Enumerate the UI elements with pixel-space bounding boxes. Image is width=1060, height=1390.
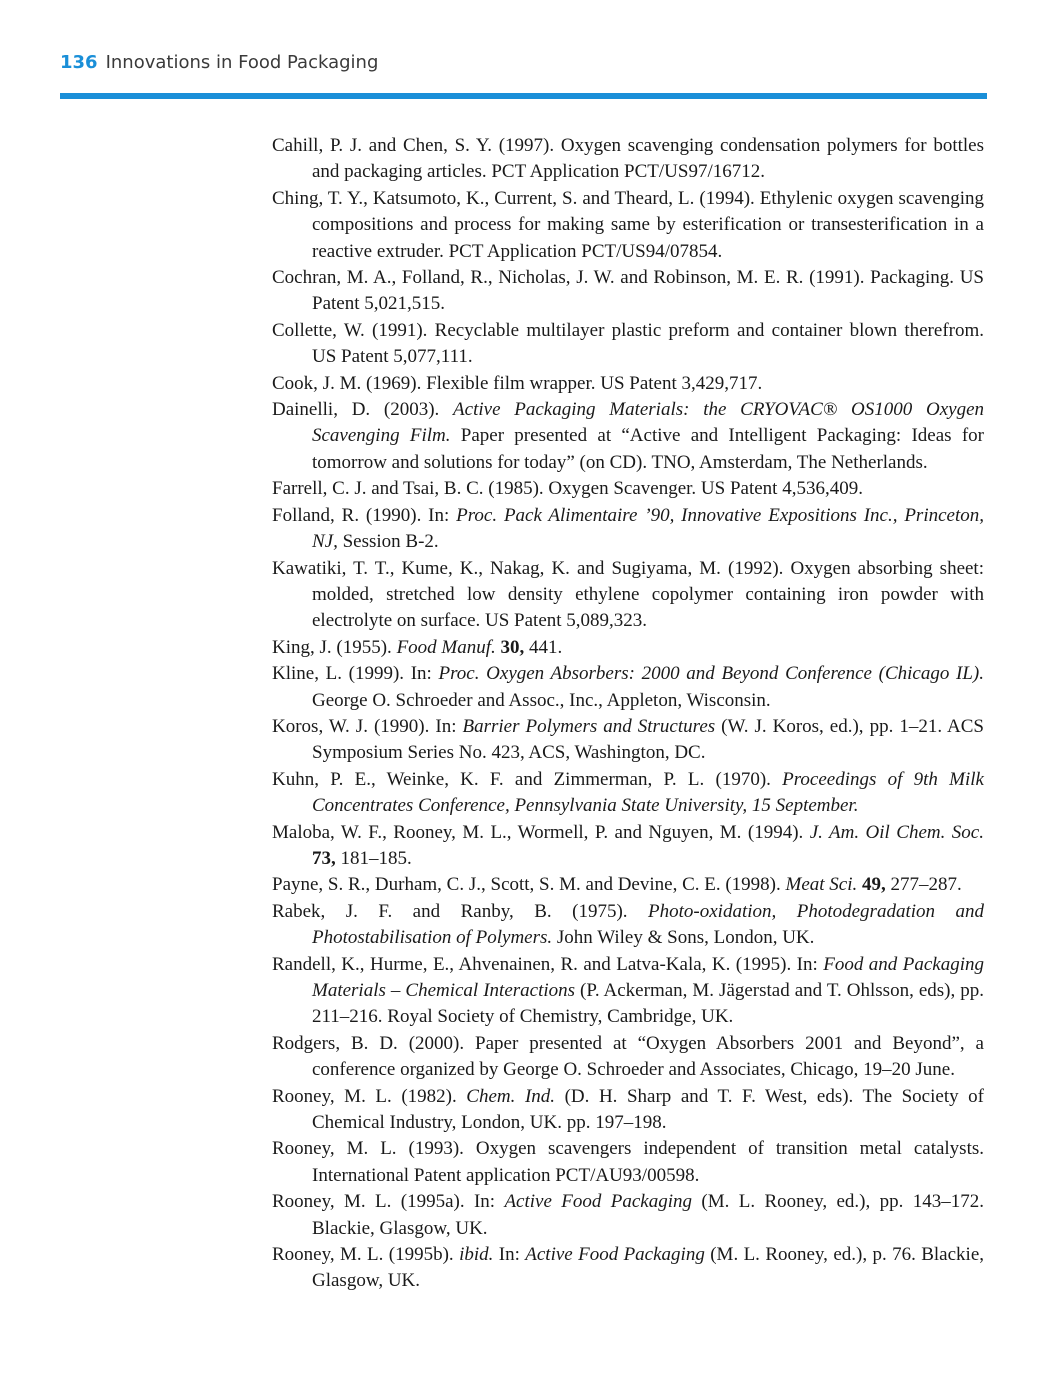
reference-volume: 49,	[857, 874, 886, 896]
reference-text: George O. Schroeder and Assoc., Inc., Appleton, Wisconsin.	[312, 689, 771, 711]
reference-entry	[272, 714, 984, 767]
reference-entry	[272, 397, 984, 476]
reference-text: Paper presented at “Active and Intelligent Packaging: Ideas for tomorrow and solutions for today” (on CD). TNO, Amsterdam, The Netherlands.	[312, 425, 984, 473]
running-header	[60, 52, 378, 73]
reference-title: Meat Sci.	[785, 874, 858, 896]
reference-text: Rooney, M. L. (1995b).	[272, 1244, 460, 1266]
reference-entry	[272, 1189, 984, 1242]
reference-text: Rodgers, B. D. (2000). Paper presented at “Oxygen Absorbers 2001 and Beyond”, a conference organized by George O. Schroeder and Associates, Chicago, 19–20 June.	[272, 1032, 984, 1081]
reference-entry	[272, 635, 984, 661]
reference-title: Food Manuf.	[396, 636, 496, 658]
reference-text: Rabek, J. F. and Ranby, B. (1975).	[272, 900, 649, 922]
reference-text: 181–185.	[335, 847, 412, 869]
reference-title: Food and Packaging Materials – Chemical Interactions	[312, 953, 985, 1001]
reference-text: In:	[493, 1244, 526, 1266]
reference-text: 277–287.	[885, 874, 962, 896]
reference-text: Rooney, M. L. (1995a). In:	[272, 1191, 505, 1213]
reference-entry	[272, 503, 984, 556]
reference-text: (P. Ackerman, M. Jägerstad and T. Ohlsson, eds), pp. 211–216. Royal Society of Chemistry, Cambridge, UK.	[312, 980, 984, 1028]
reference-text: King, J. (1955).	[272, 636, 397, 658]
reference-entry	[272, 1084, 984, 1137]
reference-entry	[272, 1136, 984, 1189]
reference-entry	[272, 661, 984, 714]
reference-text: Folland, R. (1990). In:	[272, 504, 457, 526]
reference-title: Photo-oxidation, Photodegradation and Photostabilisation of Polymers.	[312, 900, 984, 949]
reference-text: Cochran, M. A., Folland, R., Nicholas, J. W. and Robinson, M. E. R. (1991). Packaging. US Patent 5,021,515.	[272, 267, 984, 315]
reference-entry	[272, 265, 984, 318]
reference-entry	[272, 186, 984, 265]
reference-entry	[272, 767, 984, 820]
reference-text: John Wiley & Sons, London, UK.	[552, 927, 815, 949]
reference-text: Payne, S. R., Durham, C. J., Scott, S. M. and Devine, C. E. (1998).	[272, 874, 786, 896]
reference-text: Randell, K., Hurme, E., Ahvenainen, R. and Latva-Kala, K. (1995). In:	[272, 953, 824, 975]
reference-text: (M. L. Rooney, ed.), pp. 143–172. Blackie, Glasgow, UK.	[312, 1191, 984, 1239]
page-number: 136	[60, 52, 98, 73]
reference-text: Dainelli, D. (2003).	[272, 399, 454, 421]
reference-title: Proc. Oxygen Absorbers: 2000 and Beyond Conference (Chicago IL).	[438, 663, 984, 685]
reference-entry	[272, 1242, 984, 1295]
reference-volume: 73,	[312, 847, 336, 869]
reference-entry	[272, 476, 984, 502]
reference-title: Barrier Polymers and Structures	[462, 715, 716, 737]
reference-text: Rooney, M. L. (1982).	[272, 1085, 467, 1107]
reference-text: Farrell, C. J. and Tsai, B. C. (1985). Oxygen Scavenger. US Patent 4,536,409.	[272, 478, 863, 500]
reference-entry	[272, 133, 984, 186]
reference-entry	[272, 899, 984, 952]
reference-title: Proc. Pack Alimentaire ’90, Innovative Expositions Inc., Princeton, NJ,	[312, 504, 984, 553]
reference-entry	[272, 556, 984, 635]
reference-text: Cahill, P. J. and Chen, S. Y. (1997). Oxygen scavenging condensation polymers for bottles and packaging articles. PCT Application PCT/US97/16712.	[272, 135, 984, 183]
reference-entry	[272, 820, 984, 873]
reference-title: J. Am. Oil Chem. Soc.	[809, 821, 984, 843]
reference-text: Kawatiki, T. T., Kume, K., Nakag, K. and Sugiyama, M. (1992). Oxygen absorbing sheet: molded, stretched low density ethylene copolymer containing iron powder with electrolyte on surface. US Patent 5,089,323.	[272, 557, 984, 632]
header-rule	[60, 93, 987, 99]
reference-text: Maloba, W. F., Rooney, M. L., Wormell, P. and Nguyen, M. (1994).	[272, 821, 810, 843]
reference-entry	[272, 318, 984, 371]
reference-text: Collette, W. (1991). Recyclable multilayer plastic preform and container blown therefrom. US Patent 5,077,111.	[272, 319, 984, 368]
reference-text: Kline, L. (1999). In:	[272, 663, 439, 685]
reference-text: Cook, J. M. (1969). Flexible film wrapper. US Patent 3,429,717.	[272, 372, 763, 394]
reference-text: Kuhn, P. E., Weinke, K. F. and Zimmerman, P. L. (1970).	[272, 768, 783, 790]
reference-entry	[272, 952, 984, 1031]
reference-text: Session B-2.	[337, 531, 439, 553]
reference-title: Active Packaging Materials: the CRYOVAC® OS1000 Oxygen Scavenging Film.	[312, 399, 984, 447]
reference-title: Proceedings of 9th Milk Concentrates Conference, Pennsylvania State University, 15 September.	[312, 768, 984, 817]
reference-entry	[272, 872, 984, 898]
reference-list	[272, 133, 984, 1295]
reference-text: (D. H. Sharp and T. F. West, eds). The Society of Chemical Industry, London, UK. pp. 197–198.	[312, 1085, 984, 1134]
reference-volume: 30,	[495, 636, 525, 658]
running-title: Innovations in Food Packaging	[105, 52, 379, 73]
reference-entry	[272, 371, 984, 397]
reference-text: (M. L. Rooney, ed.), p. 76. Blackie, Glasgow, UK.	[312, 1244, 985, 1292]
reference-text: Rooney, M. L. (1993). Oxygen scavengers independent of transition metal catalysts. International Patent application PCT/AU93/00598.	[272, 1138, 984, 1186]
reference-title: Active Food Packaging	[504, 1191, 693, 1213]
reference-text: 441.	[524, 636, 563, 658]
reference-entry	[272, 1031, 984, 1084]
reference-title: Chem. Ind.	[466, 1085, 556, 1107]
reference-title: ibid.	[459, 1244, 494, 1266]
reference-text: (W. J. Koros, ed.), pp. 1–21. ACS Symposium Series No. 423, ACS, Washington, DC.	[312, 715, 984, 764]
reference-title: Active Food Packaging	[525, 1244, 705, 1266]
reference-text: Ching, T. Y., Katsumoto, K., Current, S. and Theard, L. (1994). Ethylenic oxygen scavenging compositions and process for making same by esterification or transesterification in a reactive extruder. PCT Application PCT/US94/07854.	[272, 187, 984, 262]
reference-text: Koros, W. J. (1990). In:	[272, 715, 463, 737]
